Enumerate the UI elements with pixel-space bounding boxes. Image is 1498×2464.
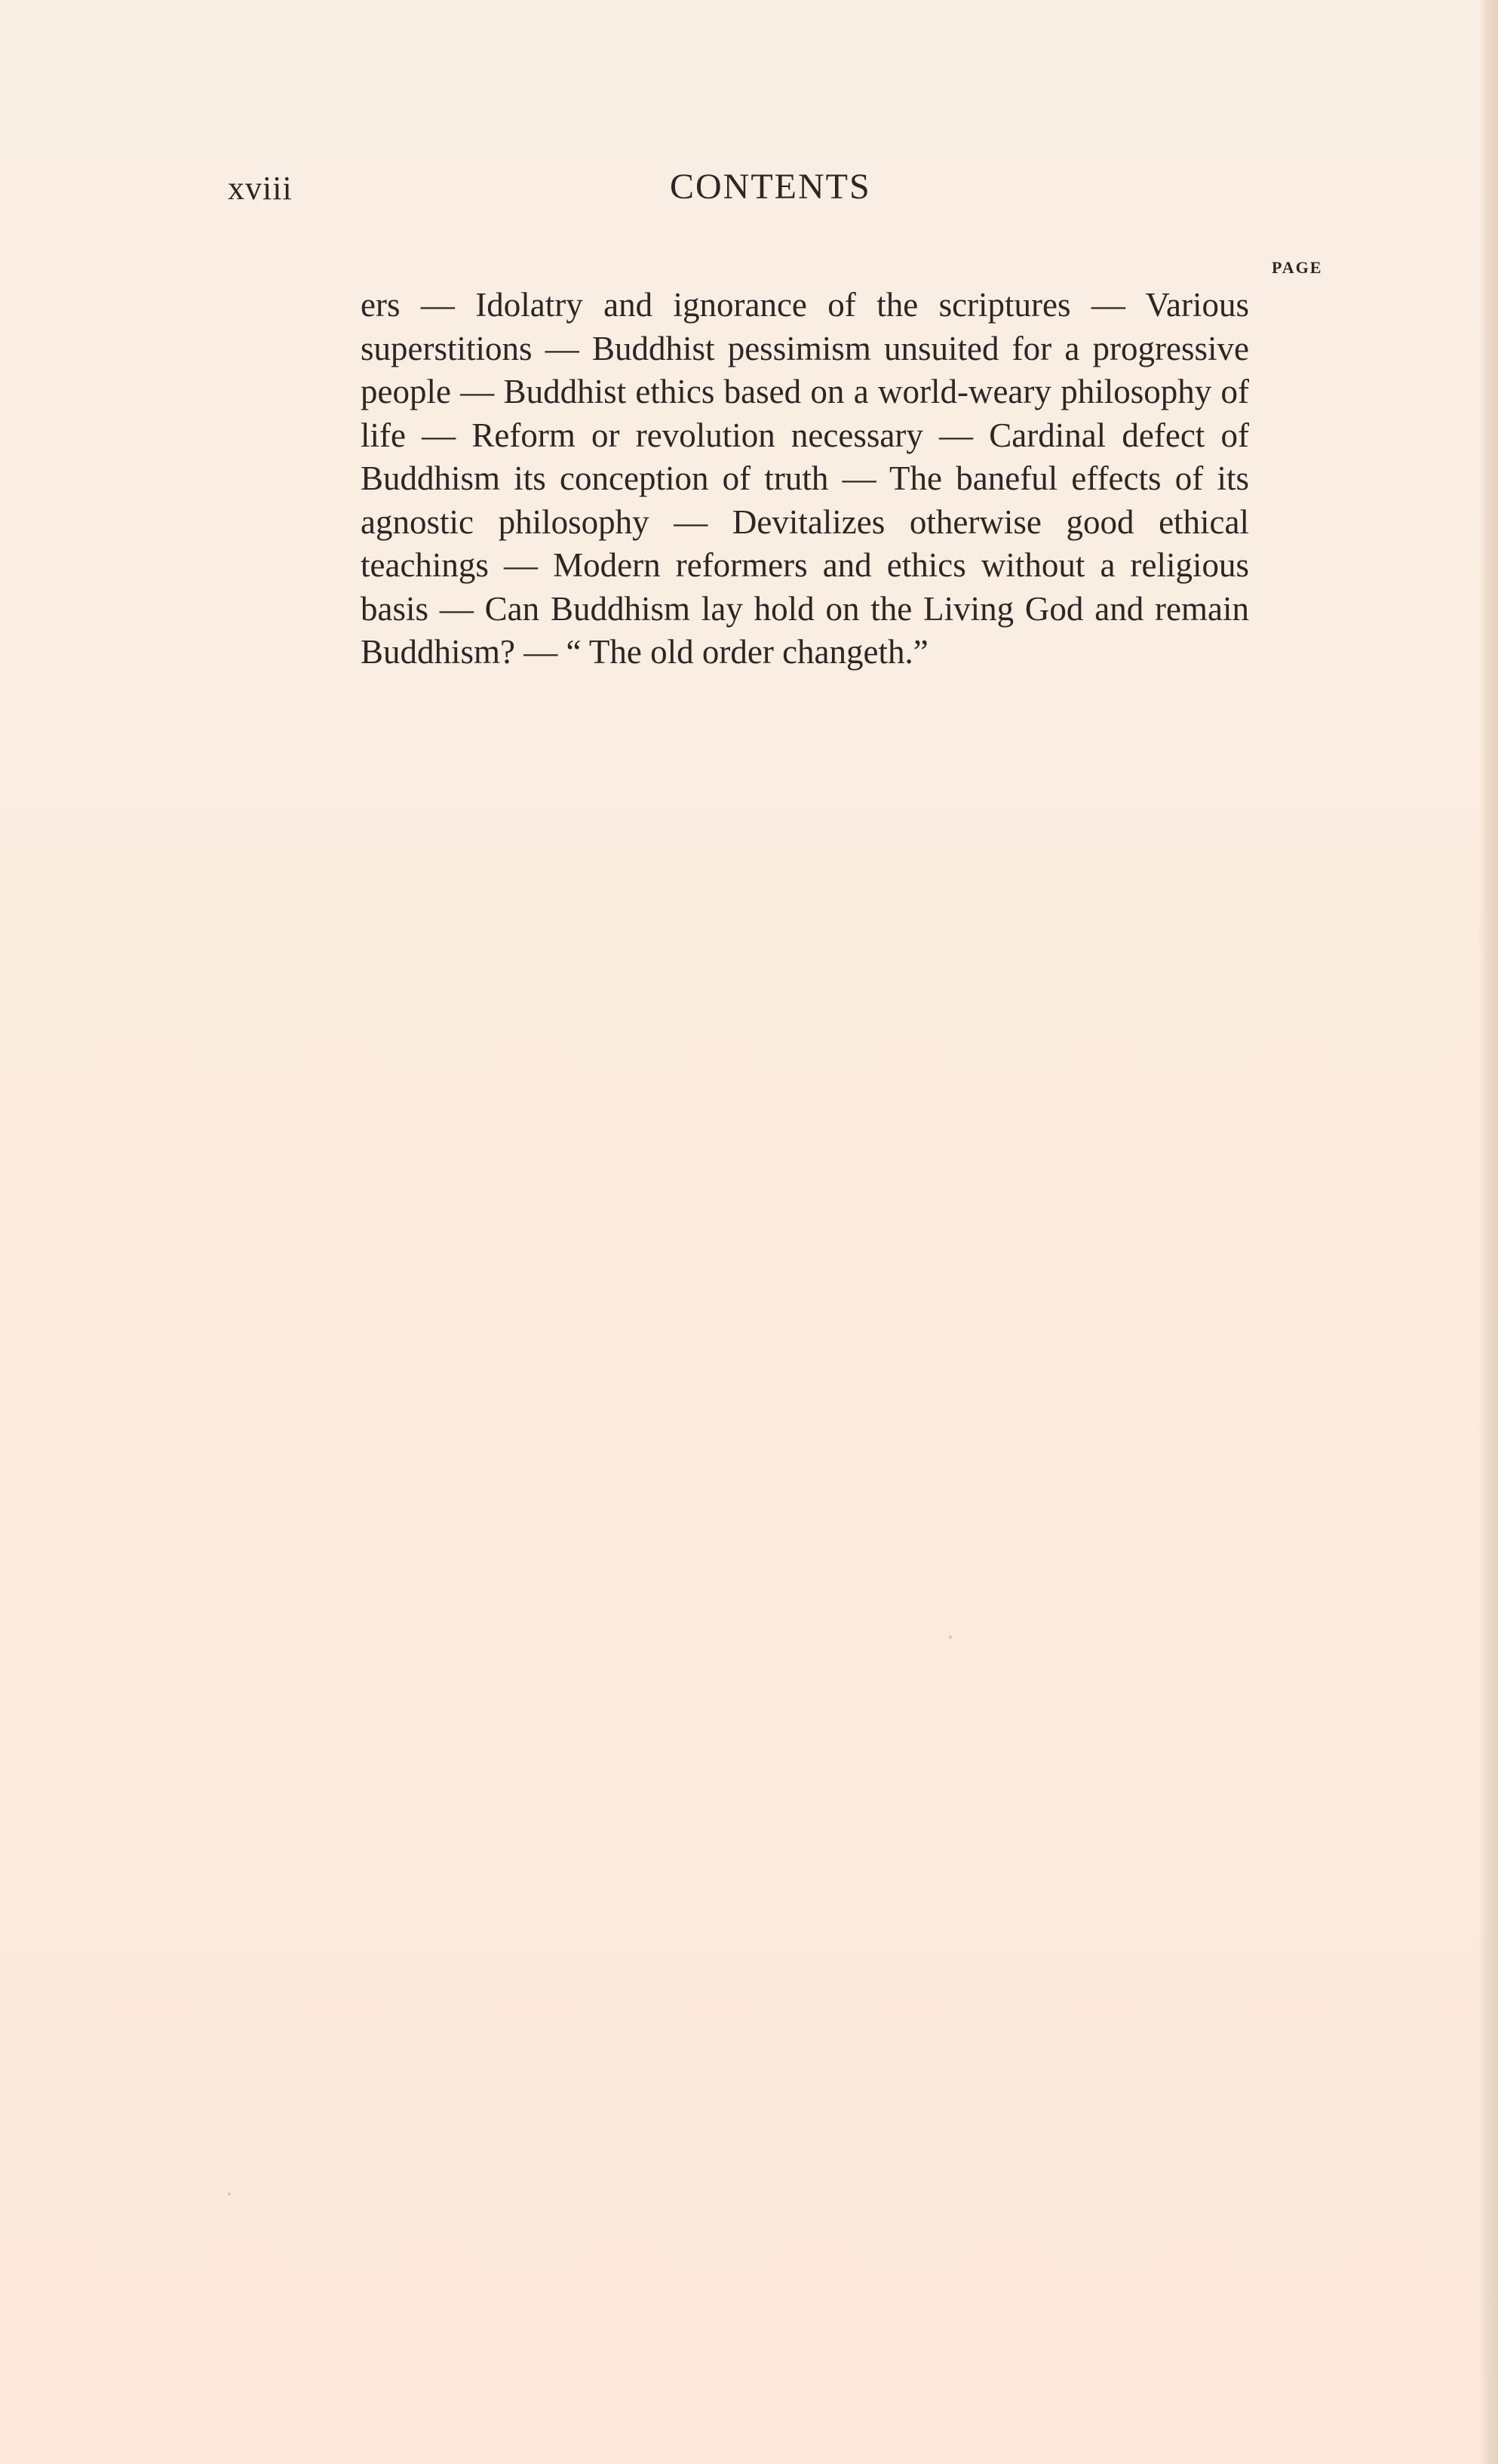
paper-speck <box>949 1636 952 1639</box>
running-head: CONTENTS <box>670 167 871 207</box>
contents-entry-text: ers — Idolatry and ignorance of the scriptures — Various superstitions — Buddhist pessimism unsuited for a progressive people — Buddhist ethics based on a world-weary philosophy of life — Reform or revolution necessary — Cardinal defect of Buddhism its conception of truth — The baneful effects of its agnostic philosophy — Devitalizes otherwise good ethical teachings — Modern reformers and ethics without a religious basis — Can Buddhism lay hold on the Living God and remain Buddhism? — “ The old order changeth.” <box>361 286 1249 671</box>
page-edge-shadow <box>1478 0 1498 2464</box>
paper-speck <box>228 2192 231 2195</box>
page-column-label: PAGE <box>1272 258 1323 277</box>
page-number: xviii <box>228 170 293 207</box>
